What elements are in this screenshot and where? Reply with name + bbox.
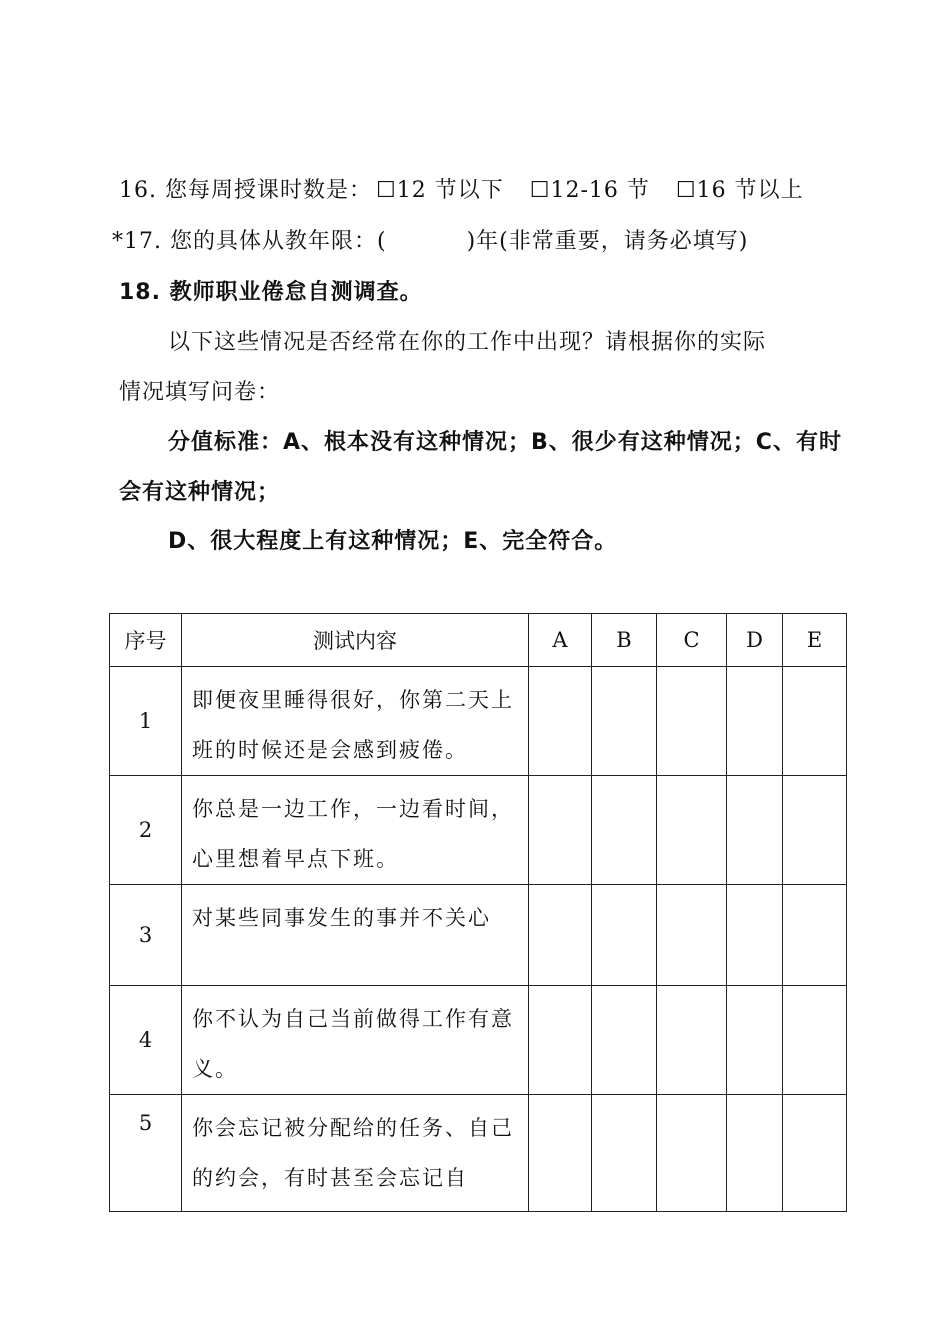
option-12-16: 12-16 节 — [550, 178, 650, 203]
checkbox-icon[interactable]: ☐ — [675, 178, 697, 203]
table-row — [110, 986, 847, 1095]
answer-cell-a[interactable] — [529, 1095, 592, 1212]
answer-cell-e[interactable] — [783, 986, 847, 1095]
header-e: E — [783, 614, 847, 667]
scale-line-2: 会有这种情况； — [119, 480, 281, 505]
answer-cell-d[interactable] — [727, 986, 783, 1095]
checkbox-icon[interactable]: ☐ — [529, 178, 551, 203]
header-content: 测试内容 — [182, 614, 529, 667]
answer-cell-c[interactable] — [657, 885, 727, 986]
answer-cell-d[interactable] — [727, 667, 783, 776]
answer-cell-b[interactable] — [592, 667, 657, 776]
answer-cell-d[interactable] — [727, 776, 783, 885]
header-b: B — [592, 614, 657, 667]
row-content: 你会忘记被分配给的任务、自己的约会，有时甚至会忘记自 — [182, 1095, 529, 1212]
scale-line-3: D、很大程度上有这种情况；E、完全符合。 — [168, 529, 618, 554]
table-row — [110, 776, 847, 885]
answer-cell-a[interactable] — [529, 667, 592, 776]
answer-cell-c[interactable] — [657, 667, 727, 776]
burnout-survey-table — [109, 613, 847, 1212]
header-d: D — [727, 614, 783, 667]
table-row — [110, 667, 847, 776]
question-16-label: 16. 您每周授课时数是： — [119, 178, 372, 203]
checkbox-icon[interactable]: ☐ — [375, 178, 397, 203]
answer-cell-e[interactable] — [783, 776, 847, 885]
row-num: 3 — [110, 885, 182, 986]
answer-cell-a[interactable] — [529, 776, 592, 885]
answer-cell-c[interactable] — [657, 776, 727, 885]
answer-cell-b[interactable] — [592, 1095, 657, 1212]
answer-cell-d[interactable] — [727, 885, 783, 986]
answer-cell-b[interactable] — [592, 776, 657, 885]
row-content: 你不认为自己当前做得工作有意义。 — [182, 986, 529, 1095]
option-under-12: 12 节以下 — [396, 178, 504, 203]
answer-cell-b[interactable] — [592, 986, 657, 1095]
row-content: 即便夜里睡得很好，你第二天上班的时候还是会感到疲倦。 — [182, 667, 529, 776]
question-17-label: *17. 您的具体从教年限：( — [112, 229, 387, 254]
answer-cell-c[interactable] — [657, 1095, 727, 1212]
question-16 — [119, 176, 839, 206]
answer-cell-e[interactable] — [783, 1095, 847, 1212]
row-num: 4 — [110, 986, 182, 1095]
scale-line-1: 分值标准：A、根本没有这种情况；B、很少有这种情况；C、有时 — [168, 430, 842, 455]
table-row — [110, 885, 847, 986]
header-c: C — [657, 614, 727, 667]
table-row — [110, 1095, 847, 1212]
question-17-suffix: )年(非常重要，请务必填写) — [466, 229, 749, 254]
answer-cell-e[interactable] — [783, 885, 847, 986]
answer-cell-b[interactable] — [592, 885, 657, 986]
intro-line-2: 情况填写问卷： — [119, 380, 281, 405]
intro-line-1: 以下这些情况是否经常在你的工作中出现？请根据你的实际 — [168, 330, 767, 355]
header-a: A — [529, 614, 592, 667]
row-content: 对某些同事发生的事并不关心 — [182, 885, 529, 986]
answer-cell-a[interactable] — [529, 885, 592, 986]
answer-cell-a[interactable] — [529, 986, 592, 1095]
answer-cell-d[interactable] — [727, 1095, 783, 1212]
table-header-row — [110, 614, 847, 667]
question-18-title: 18. 教师职业倦怠自测调查。 — [119, 280, 423, 305]
answer-cell-c[interactable] — [657, 986, 727, 1095]
question-17 — [112, 227, 832, 257]
option-over-16: 16 节以上 — [696, 178, 804, 203]
answer-cell-e[interactable] — [783, 667, 847, 776]
header-num: 序号 — [110, 614, 182, 667]
row-num: 1 — [110, 667, 182, 776]
row-num: 5 — [110, 1095, 182, 1212]
row-num: 2 — [110, 776, 182, 885]
row-content: 你总是一边工作，一边看时间，心里想着早点下班。 — [182, 776, 529, 885]
